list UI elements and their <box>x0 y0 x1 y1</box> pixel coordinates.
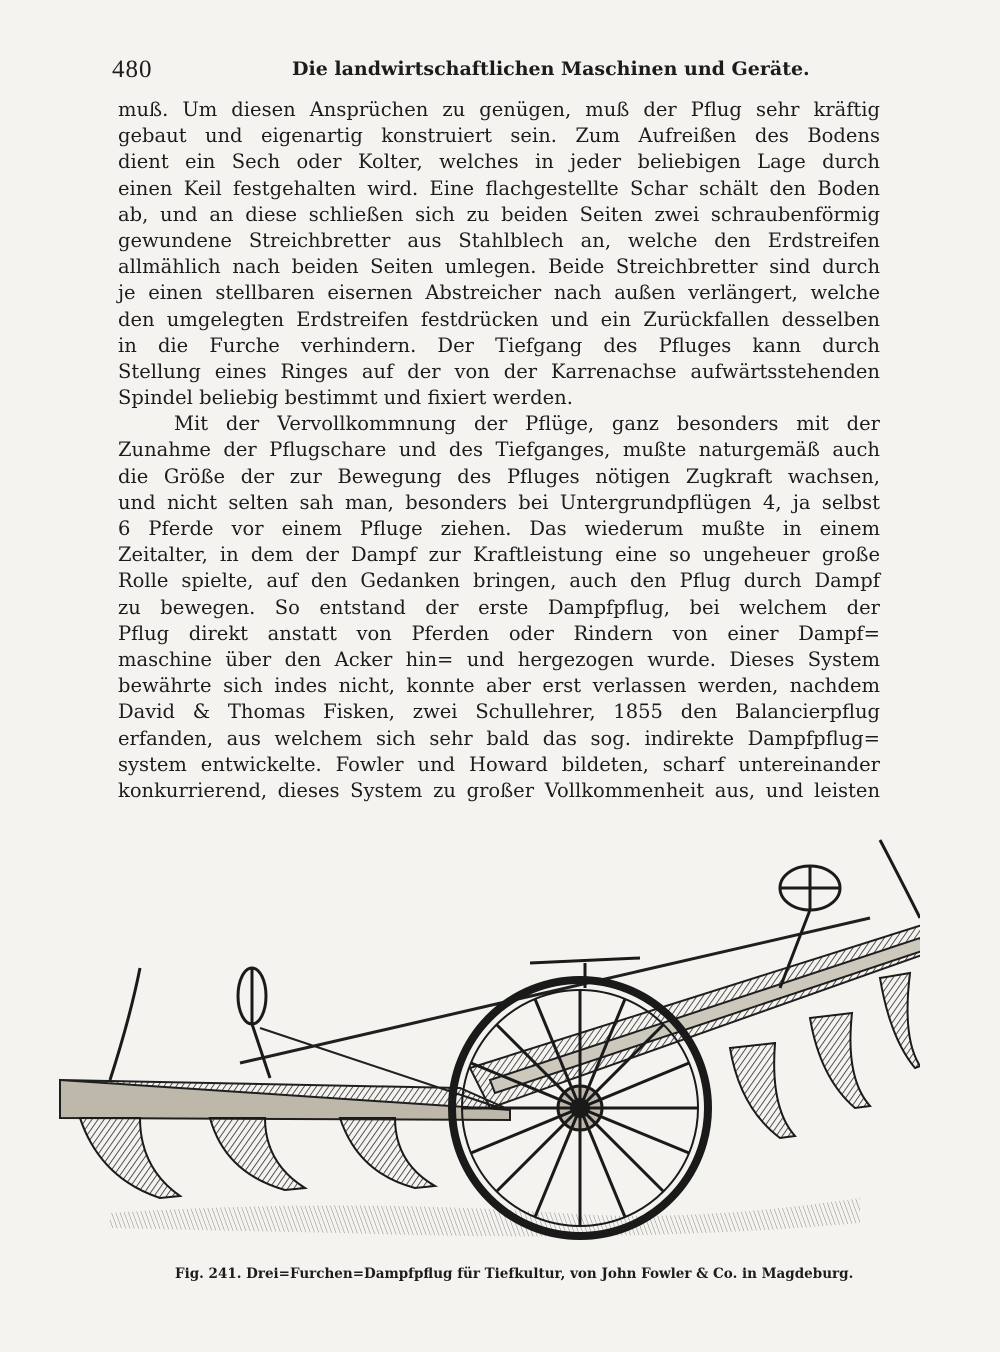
text-line: den umgelegten Erdstreifen festdrücken und ein Zurückfallen desselben <box>118 307 880 331</box>
text-line: bewährte sich indes nicht, konnte aber erst verlassen werden, nachdem <box>118 674 880 698</box>
text-line: maschine über den Acker hin= und hergezogen wurde. Dieses System <box>118 647 880 671</box>
plough-engraving <box>40 818 920 1258</box>
text-line: allmählich nach beiden Seiten umlegen. Beide Streichbretter sind durch <box>118 255 880 279</box>
body-text <box>118 97 880 804</box>
text-line: ab, und an diese schließen sich zu beiden Seiten zwei schraubenförmig <box>118 202 880 226</box>
text-line: Stellung eines Ringes auf der von der Karrenachse aufwärtsstehenden <box>118 359 880 383</box>
text-line: gewundene Streichbretter aus Stahlblech an, welche den Erdstreifen <box>118 228 880 252</box>
text-line: Zeitalter, in dem der Dampf zur Kraftleistung eine so ungeheuer große <box>118 543 880 567</box>
steam-plough-illustration <box>40 818 920 1258</box>
mouldboards-left <box>80 1118 435 1198</box>
page-header <box>112 52 872 88</box>
text-line: Spindel beliebig bestimmt und fixiert werden. <box>118 386 573 410</box>
text-line: konkurrierend, dieses System zu großer Vollkommenheit aus, und leisten <box>118 778 880 802</box>
large-carriage-wheel <box>452 980 708 1236</box>
text-line: system entwickelte. Fowler und Howard bildeten, scharf untereinander <box>118 752 880 776</box>
ground-shading <box>110 1198 860 1236</box>
text-line: Zunahme der Pflugschare und des Tiefganges, mußte naturgemäß auch <box>118 438 880 462</box>
figure-caption: Fig. 241. Drei=Furchen=Dampfpflug für Tiefkultur, von John Fowler & Co. in Magdeburg. <box>175 1266 854 1282</box>
text-line: Pflug direkt anstatt von Pferden oder Rindern von einer Dampf= <box>118 621 880 645</box>
running-title: Die landwirtschaftlichen Maschinen und Geräte. <box>292 58 810 80</box>
paragraph-2 <box>118 411 880 804</box>
text-line: dient ein Sech oder Kolter, welches in jeder beliebigen Lage durch <box>118 150 880 174</box>
paragraph-1 <box>118 97 880 411</box>
page-number: 480 <box>112 56 153 83</box>
text-line: und nicht selten sah man, besonders bei Untergrundpflügen 4, ja selbst <box>118 490 880 514</box>
text-line: einen Keil festgehalten wird. Eine flachgestellte Schar schält den Boden <box>118 176 880 200</box>
text-line: Mit der Vervollkommnung der Pflüge, ganz besonders mit der <box>174 412 880 436</box>
text-line: muß. Um diesen Ansprüchen zu genügen, muß der Pflug sehr kräftig <box>118 98 880 121</box>
text-line: die Größe der zur Bewegung des Pfluges nötigen Zugkraft wachsen, <box>118 464 880 488</box>
text-line: 6 Pferde vor einem Pfluge ziehen. Das wiederum mußte in einem <box>118 517 880 540</box>
text-line: je einen stellbaren eisernen Abstreicher nach außen verlängert, welche <box>118 281 880 305</box>
text-line: gebaut und eigenartig konstruiert sein. Zum Aufreißen des Bodens <box>118 124 880 148</box>
text-line: zu bewegen. So entstand der erste Dampfpflug, bei welchem der <box>118 595 880 619</box>
text-line: in die Furche verhindern. Der Tiefgang des Pfluges kann durch <box>118 333 880 357</box>
text-line: erfanden, aus welchem sich sehr bald das sog. indirekte Dampfpflug= <box>118 726 880 750</box>
text-line: Rolle spielte, auf den Gedanken bringen, auch den Pflug durch Dampf <box>118 569 880 593</box>
text-line: David & Thomas Fisken, zwei Schullehrer, 1855 den Balancierpflug <box>118 700 880 724</box>
